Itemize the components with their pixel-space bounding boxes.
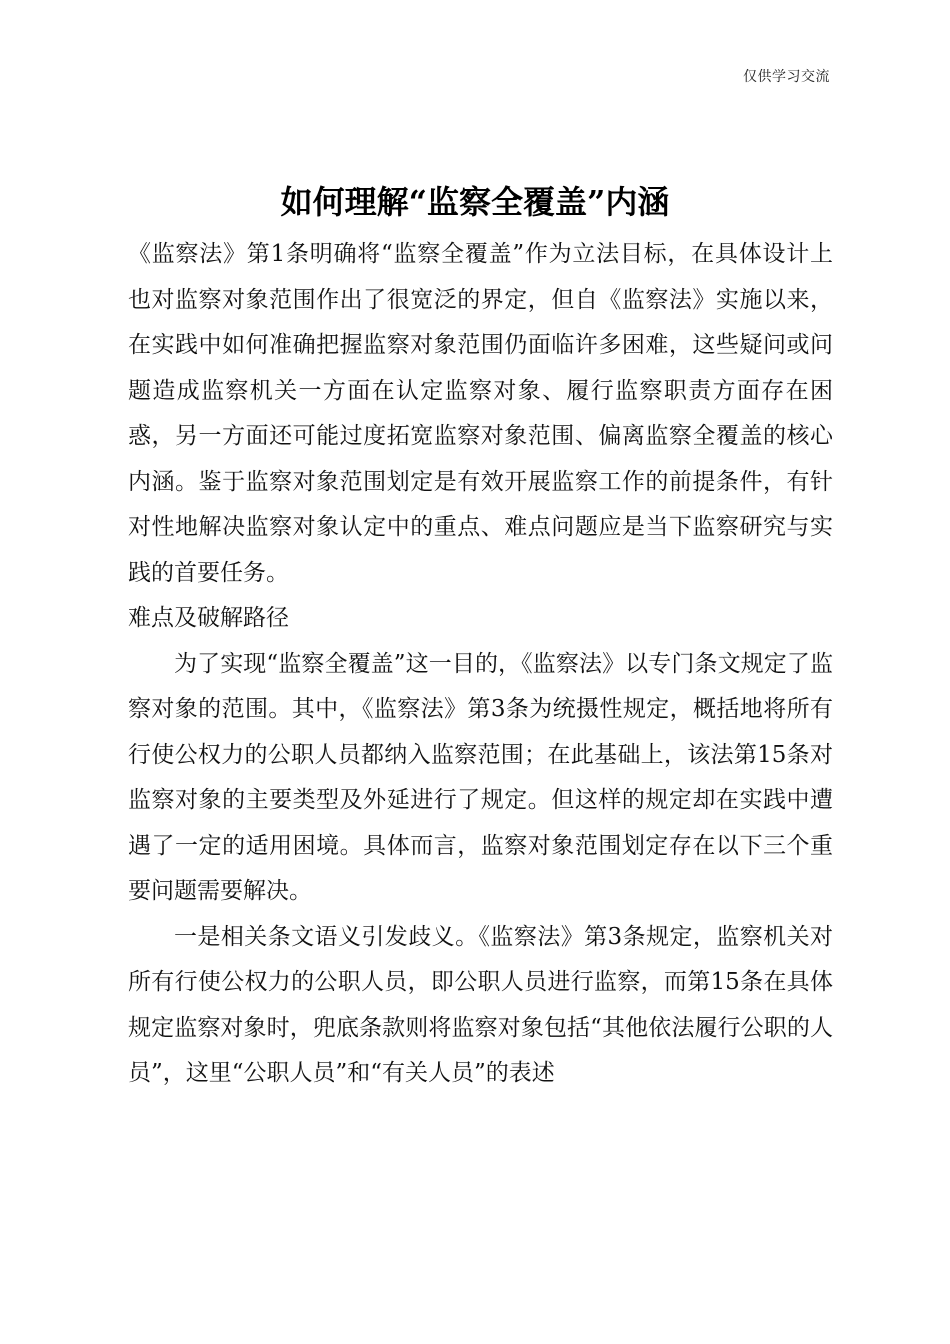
document-title: 如何理解“监察全覆盖”内涵 <box>280 183 670 221</box>
section-heading: 难点及破解路径 <box>128 605 289 631</box>
watermark-text: 仅供学习交流 <box>743 69 830 85</box>
body-paragraph-2: 一是相关条文语义引发歧义。《监察法》第3条规定，监察机关对所有行使公权力的公职人员，即公职人员进行监察，而第15条在具体规定监察对象时，兜底条款则将监察对象包括“其他依法履行公职的人员”，这里“公职人员”和“有关人员”的表述 <box>128 923 833 1086</box>
body-paragraph-1: 为了实现“监察全覆盖”这一目的，《监察法》以专门条文规定了监察对象的范围。其中，《监察法》第3条为统摄性规定，概括地将所有行使公权力的公职人员都纳入监察范围；在此基础上，该法第15条对监察对象的主要类型及外延进行了规定。但这样的规定却在实践中遭遇了一定的适用困境。具体而言，监察对象范围划定存在以下三个重要问题需要解决。 <box>128 650 833 904</box>
intro-paragraph: 《监察法》第1条明确将“监察全覆盖”作为立法目标，在具体设计上也对监察对象范围作出了很宽泛的界定，但自《监察法》实施以来，在实践中如何准确把握监察对象范围仍面临许多困难，这些疑问或问题造成监察机关一方面在认定监察对象、履行监察职责方面存在困惑，另一方面还可能过度拓宽监察对象范围、偏离监察全覆盖的核心内涵。鉴于监察对象范围划定是有效开展监察工作的前提条件，有针对性地解决监察对象认定中的重点、难点问题应是当下监察研究与实践的首要任务。 <box>128 241 833 586</box>
document-body <box>128 232 833 1097</box>
